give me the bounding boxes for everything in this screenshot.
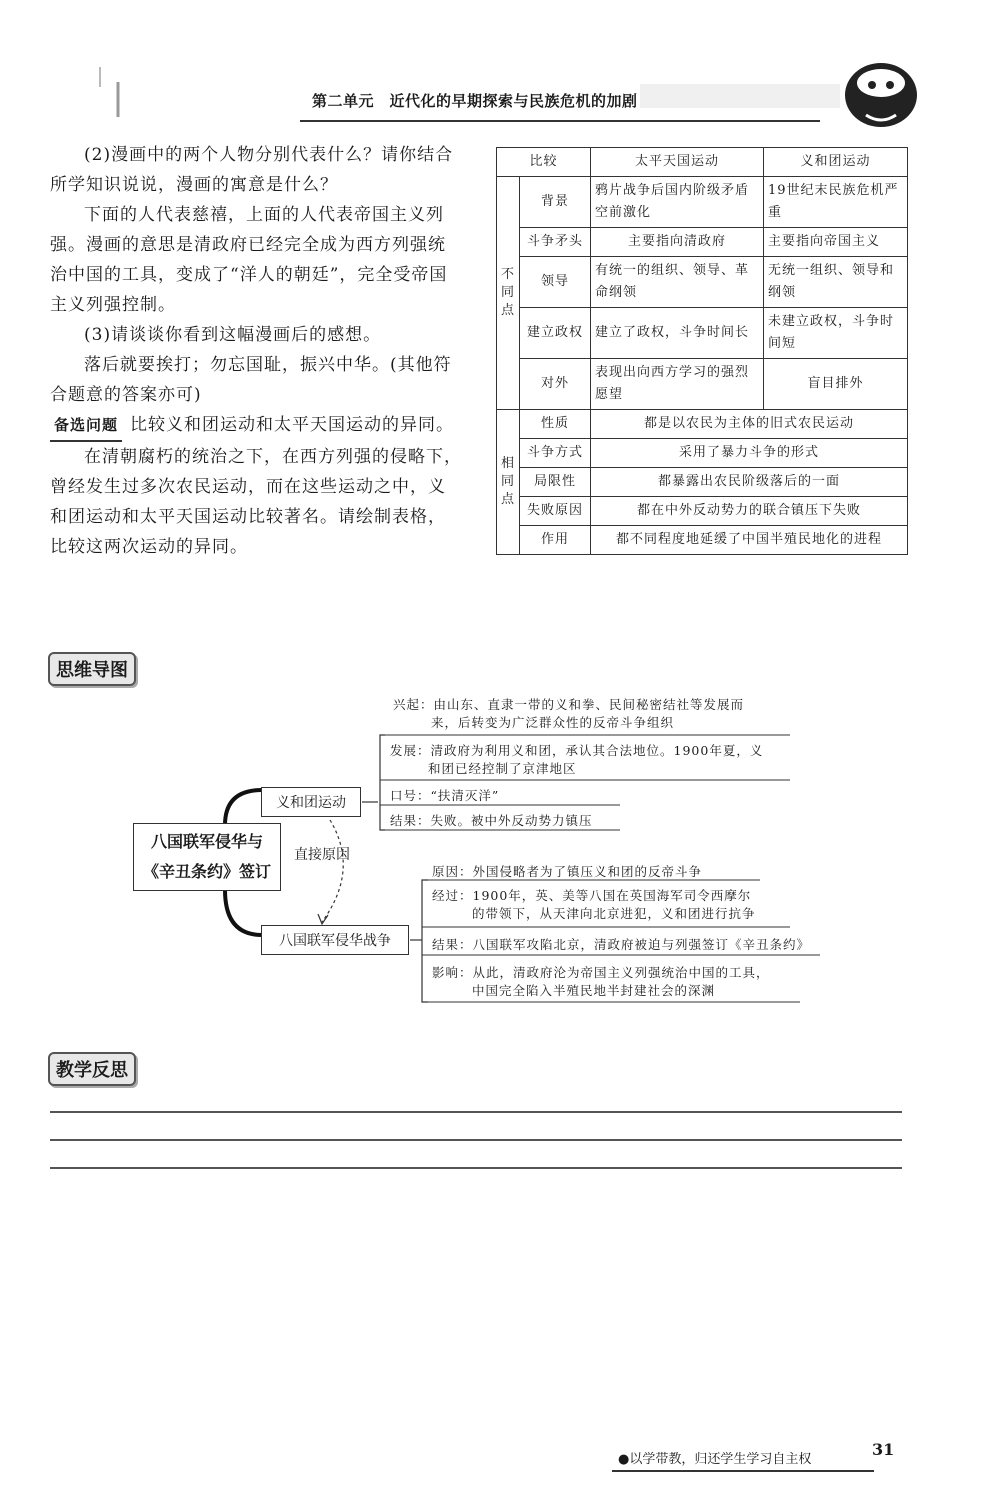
same-group-label: 相同点 (497, 410, 520, 555)
common-cell: 采用了暴力斗争的形式 (591, 439, 908, 468)
unit-title: 第二单元 近代化的早期探索与民族危机的加剧 (312, 92, 638, 110)
answer-2: 下面的人代表慈禧，上面的人代表帝国主义列强。漫画的意思是清政府已经完全成为西方列强统治中国的工具，变成了“洋人的朝廷”，完全受帝国主义列强控制。 (50, 205, 448, 315)
aspect-cell: 建立政权 (520, 308, 591, 359)
page-number: 31 (872, 1440, 895, 1459)
mindmap-leaf: 结果：八国联军攻陷北京，清政府被迫与列强签订《辛丑条约》 (432, 937, 811, 952)
mindmap-branch-eight-nation: 八国联军侵华战争 (261, 925, 409, 955)
common-cell: 都不同程度地延缓了中国半殖民地化的进程 (591, 526, 908, 555)
table-header-cell: 比较 (497, 148, 591, 177)
taiping-cell: 鸦片战争后国内阶级矛盾空前激化 (591, 177, 764, 228)
taiping-cell: 建立了政权，斗争时间长 (591, 308, 764, 359)
aspect-cell: 对外 (520, 359, 591, 410)
common-cell: 都是以农民为主体的旧式农民运动 (591, 410, 908, 439)
mindmap-leaf: 结果：失败。被中外反动势力镇压 (390, 813, 593, 828)
writing-line (50, 1111, 902, 1113)
mindmap-section-tag: 思维导图 (48, 652, 136, 686)
mindmap-leaf: 口号：“扶清灭洋” (390, 788, 500, 803)
question-3: (3)请谈谈你看到这幅漫画后的感想。 (84, 325, 382, 345)
yihetuan-cell: 19世纪末民族危机严重 (764, 177, 908, 228)
aspect-cell: 领导 (520, 257, 591, 308)
mindmap-root-node: 八国联军侵华与 《辛丑条约》签订 (133, 823, 281, 891)
diff-group-label: 不同点 (497, 177, 520, 410)
mindmap-leaf: 经过：1900年，英、美等八国在英国海军司令西摩尔 的带领下，从天津向北京进犯，义和团进行抗争 (432, 888, 756, 921)
backup-question: 备选问题 比较义和团运动和太平天国运动的异同。 (50, 410, 462, 442)
aspect-cell: 斗争矛头 (520, 228, 591, 257)
taiping-cell: 表现出向西方学习的强烈愿望 (591, 359, 764, 410)
yihetuan-cell: 未建立政权，斗争时间短 (764, 308, 908, 359)
table-header-cell: 义和团运动 (764, 148, 908, 177)
table-header-cell: 太平天国运动 (591, 148, 764, 177)
common-cell: 都暴露出农民阶级落后的一面 (591, 468, 908, 497)
mindmap-branch-yihetuan: 义和团运动 (261, 787, 361, 817)
backup-tag: 备选问题 (50, 410, 122, 442)
direct-cause-label: 直接原因 (294, 847, 350, 863)
mindmap-leaf: 发展：清政府为利用义和团，承认其合法地位。1900年夏，义 和团已经控制了京津地区 (390, 743, 764, 776)
backup-question-body: 在清朝腐朽的统治之下，在西方列强的侵略下，曾经发生过多次农民运动，而在这些运动之中，义和团运动和太平天国运动比较著名。请绘制表格，比较这两次运动的异同。 (50, 447, 462, 557)
aspect-cell: 失败原因 (520, 497, 591, 526)
aspect-cell: 局限性 (520, 468, 591, 497)
yihetuan-cell: 主要指向帝国主义 (764, 228, 908, 257)
yihetuan-cell: 盲目排外 (764, 359, 908, 410)
mindmap-leaf: 影响：从此，清政府沦为帝国主义列强统治中国的工具， 中国完全陷入半殖民地半封建社会的深渊 (432, 965, 770, 998)
aspect-cell: 作用 (520, 526, 591, 555)
aspect-cell: 性质 (520, 410, 591, 439)
reflection-section-tag: 教学反思 (48, 1052, 136, 1086)
taiping-cell: 有统一的组织、领导、革命纲领 (591, 257, 764, 308)
mindmap-leaf: 兴起：由山东、直隶一带的义和拳、民间秘密结社等发展而 来，后转变为广泛群众性的反帝斗争组织 (393, 697, 745, 730)
answer-3: 落后就要挨打；勿忘国耻，振兴中华。(其他符合题意的答案亦可) (50, 355, 452, 405)
yihetuan-cell: 无统一组织、领导和纲领 (764, 257, 908, 308)
footer-slogan: ●以学带教，归还学生学习自主权 (618, 1452, 812, 1467)
writing-line (50, 1139, 902, 1141)
common-cell: 都在中外反动势力的联合镇压下失败 (591, 497, 908, 526)
aspect-cell: 斗争方式 (520, 439, 591, 468)
aspect-cell: 背景 (520, 177, 591, 228)
mindmap-leaf: 原因：外国侵略者为了镇压义和团的反帝斗争 (432, 864, 703, 879)
footer-rule (612, 1470, 874, 1472)
taiping-cell: 主要指向清政府 (591, 228, 764, 257)
question-2: (2)漫画中的两个人物分别代表什么？请你结合所学知识说说，漫画的寓意是什么？ (50, 145, 454, 195)
writing-line (50, 1167, 902, 1169)
